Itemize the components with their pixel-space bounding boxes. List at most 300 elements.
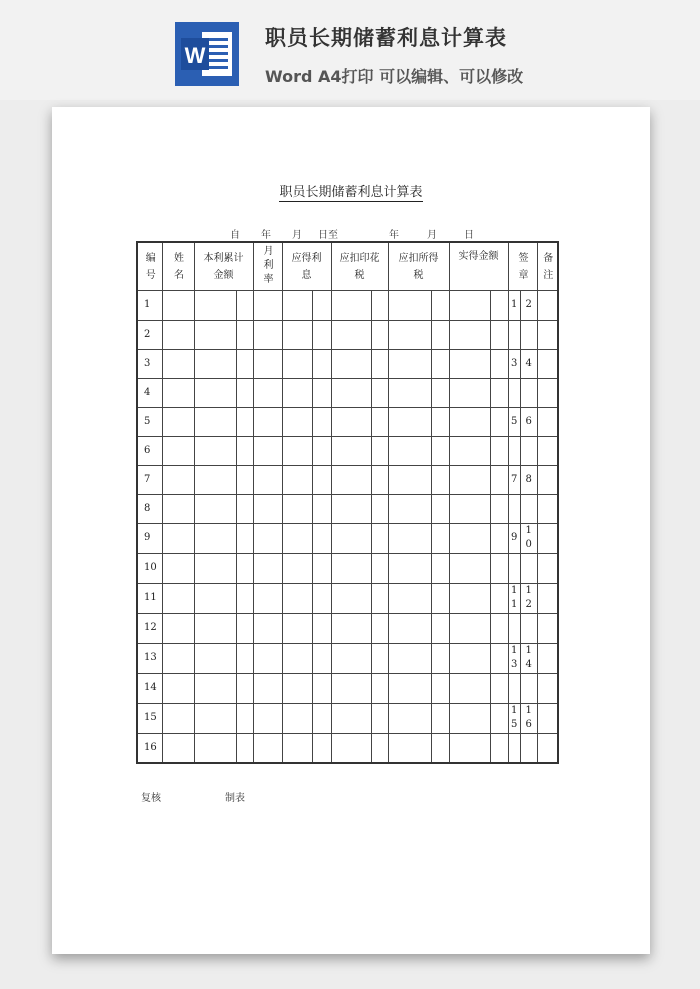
data-cell	[194, 436, 236, 465]
remarks-cell	[537, 320, 558, 349]
data-cell	[236, 465, 253, 494]
data-cell	[312, 436, 331, 465]
data-cell	[490, 378, 508, 407]
data-cell	[312, 407, 331, 436]
data-cell	[194, 673, 236, 703]
row-number: 7	[137, 465, 162, 494]
data-cell	[162, 553, 194, 583]
remarks-cell	[537, 494, 558, 523]
data-cell	[431, 643, 449, 673]
data-cell	[490, 523, 508, 553]
data-cell	[388, 290, 431, 320]
data-cell	[331, 523, 371, 553]
data-cell	[449, 320, 490, 349]
table-row	[137, 583, 558, 613]
data-cell	[282, 290, 312, 320]
table-row	[137, 523, 558, 553]
row-number: 1	[137, 290, 162, 320]
data-cell	[253, 733, 282, 763]
data-cell	[236, 643, 253, 673]
data-cell	[236, 407, 253, 436]
data-cell	[331, 733, 371, 763]
svg-text:W: W	[184, 43, 206, 68]
row-number: 4	[137, 378, 162, 407]
data-cell	[371, 613, 388, 643]
data-cell	[253, 320, 282, 349]
signature-cell-a	[508, 494, 520, 523]
data-cell	[490, 290, 508, 320]
data-cell	[331, 465, 371, 494]
signature-cell-b: 2	[520, 290, 537, 320]
signature-cell-a	[508, 378, 520, 407]
data-cell	[194, 407, 236, 436]
interest-table	[136, 241, 559, 764]
data-cell	[431, 494, 449, 523]
data-cell	[194, 523, 236, 553]
data-cell	[282, 465, 312, 494]
remarks-cell	[537, 436, 558, 465]
data-cell	[431, 378, 449, 407]
data-cell	[431, 407, 449, 436]
table-row	[137, 703, 558, 733]
header-name: 姓名	[162, 242, 194, 290]
data-cell	[194, 494, 236, 523]
data-cell	[253, 378, 282, 407]
data-cell	[253, 436, 282, 465]
signature-cell-a	[508, 733, 520, 763]
table-row	[137, 494, 558, 523]
document-title-text: 职员长期储蓄利息计算表	[279, 185, 423, 200]
data-cell	[253, 349, 282, 378]
data-cell	[331, 407, 371, 436]
data-cell	[431, 553, 449, 583]
table-row	[137, 290, 558, 320]
signature-cell-b	[520, 494, 537, 523]
data-cell	[194, 703, 236, 733]
data-cell	[312, 290, 331, 320]
data-cell	[490, 407, 508, 436]
data-cell	[371, 523, 388, 553]
data-cell	[236, 673, 253, 703]
data-cell	[388, 320, 431, 349]
data-cell	[490, 320, 508, 349]
data-cell	[312, 494, 331, 523]
signature-cell-b	[520, 378, 537, 407]
banner-title: 职员长期储蓄利息计算表	[265, 26, 507, 50]
data-cell	[431, 290, 449, 320]
signature-cell-b: 8	[520, 465, 537, 494]
data-cell	[282, 553, 312, 583]
row-number: 3	[137, 349, 162, 378]
data-cell	[312, 465, 331, 494]
data-cell	[490, 673, 508, 703]
data-cell	[431, 320, 449, 349]
data-cell	[449, 613, 490, 643]
data-cell	[162, 407, 194, 436]
data-cell	[253, 407, 282, 436]
data-cell	[331, 320, 371, 349]
data-cell	[371, 290, 388, 320]
signature-cell-b: 12	[520, 583, 537, 613]
data-cell	[388, 407, 431, 436]
signature-cell-a	[508, 613, 520, 643]
signature-cell-b: 10	[520, 523, 537, 553]
row-number: 9	[137, 523, 162, 553]
data-cell	[388, 553, 431, 583]
data-cell	[253, 613, 282, 643]
table-row	[137, 613, 558, 643]
data-cell	[162, 583, 194, 613]
row-number: 2	[137, 320, 162, 349]
data-cell	[162, 643, 194, 673]
data-cell	[388, 436, 431, 465]
date-to-label: 日至	[318, 230, 338, 241]
remarks-cell	[537, 673, 558, 703]
remarks-cell	[537, 643, 558, 673]
data-cell	[490, 436, 508, 465]
data-cell	[282, 523, 312, 553]
data-cell	[312, 673, 331, 703]
data-cell	[388, 613, 431, 643]
data-cell	[388, 583, 431, 613]
remarks-cell	[537, 583, 558, 613]
table-row	[137, 320, 558, 349]
table-row	[137, 436, 558, 465]
row-number: 8	[137, 494, 162, 523]
data-cell	[371, 320, 388, 349]
data-cell	[282, 613, 312, 643]
table-header-row	[137, 242, 558, 290]
data-cell	[431, 583, 449, 613]
data-cell	[162, 733, 194, 763]
data-cell	[388, 465, 431, 494]
row-number: 15	[137, 703, 162, 733]
data-cell	[490, 494, 508, 523]
data-cell	[431, 733, 449, 763]
data-cell	[331, 703, 371, 733]
data-cell	[282, 673, 312, 703]
data-cell	[194, 320, 236, 349]
header-principal: 本利累计金额	[194, 242, 253, 290]
table-row	[137, 378, 558, 407]
data-cell	[449, 643, 490, 673]
data-cell	[388, 733, 431, 763]
data-cell	[236, 703, 253, 733]
data-cell	[431, 673, 449, 703]
data-cell	[236, 523, 253, 553]
data-cell	[312, 613, 331, 643]
data-cell	[162, 494, 194, 523]
data-cell	[490, 703, 508, 733]
data-cell	[194, 553, 236, 583]
signature-cell-a: 9	[508, 523, 520, 553]
signature-cell-a: 11	[508, 583, 520, 613]
row-number: 13	[137, 643, 162, 673]
data-cell	[490, 733, 508, 763]
data-cell	[282, 349, 312, 378]
signature-cell-b	[520, 553, 537, 583]
data-cell	[253, 290, 282, 320]
data-cell	[449, 523, 490, 553]
data-cell	[371, 436, 388, 465]
data-cell	[388, 643, 431, 673]
data-cell	[371, 494, 388, 523]
data-cell	[194, 583, 236, 613]
data-cell	[282, 643, 312, 673]
data-cell	[449, 733, 490, 763]
data-cell	[162, 613, 194, 643]
remarks-cell	[537, 378, 558, 407]
remarks-cell	[537, 349, 558, 378]
data-cell	[236, 583, 253, 613]
document-title	[52, 181, 650, 200]
row-number: 16	[137, 733, 162, 763]
data-cell	[490, 643, 508, 673]
data-cell	[388, 673, 431, 703]
data-cell	[312, 523, 331, 553]
data-cell	[282, 378, 312, 407]
data-cell	[194, 465, 236, 494]
remarks-cell	[537, 733, 558, 763]
header-interest: 应得利息	[282, 242, 331, 290]
date-month-label: 月	[292, 230, 302, 241]
data-cell	[282, 320, 312, 349]
signature-cell-b	[520, 320, 537, 349]
remarks-cell	[537, 465, 558, 494]
remarks-cell	[537, 703, 558, 733]
data-cell	[331, 378, 371, 407]
signature-cell-b: 14	[520, 643, 537, 673]
data-cell	[253, 583, 282, 613]
data-cell	[194, 643, 236, 673]
header-number: 编号	[137, 242, 162, 290]
table-row	[137, 407, 558, 436]
signature-cell-b	[520, 733, 537, 763]
data-cell	[162, 320, 194, 349]
data-cell	[371, 733, 388, 763]
signature-cell-b	[520, 436, 537, 465]
data-cell	[162, 703, 194, 733]
data-cell	[194, 349, 236, 378]
data-cell	[253, 465, 282, 494]
document-page	[52, 107, 650, 954]
data-cell	[312, 553, 331, 583]
data-cell	[236, 290, 253, 320]
data-cell	[162, 290, 194, 320]
table-row	[137, 465, 558, 494]
data-cell	[253, 553, 282, 583]
remarks-cell	[537, 613, 558, 643]
row-number: 6	[137, 436, 162, 465]
data-cell	[282, 407, 312, 436]
signature-cell-b: 4	[520, 349, 537, 378]
data-cell	[371, 703, 388, 733]
data-cell	[312, 703, 331, 733]
header-stamp-tax: 应扣印花税	[331, 242, 388, 290]
row-number: 14	[137, 673, 162, 703]
signature-cell-b: 16	[520, 703, 537, 733]
data-cell	[371, 553, 388, 583]
data-cell	[282, 494, 312, 523]
data-cell	[162, 378, 194, 407]
remarks-cell	[537, 553, 558, 583]
data-cell	[449, 703, 490, 733]
data-cell	[194, 290, 236, 320]
data-cell	[371, 673, 388, 703]
data-cell	[449, 583, 490, 613]
data-cell	[236, 320, 253, 349]
header-remarks: 备注	[537, 242, 558, 290]
signature-cell-b	[520, 613, 537, 643]
row-number: 11	[137, 583, 162, 613]
signature-cell-a: 3	[508, 349, 520, 378]
word-icon	[175, 22, 239, 86]
data-cell	[490, 613, 508, 643]
data-cell	[371, 583, 388, 613]
data-cell	[371, 378, 388, 407]
remarks-cell	[537, 523, 558, 553]
data-cell	[194, 733, 236, 763]
data-cell	[449, 553, 490, 583]
data-cell	[312, 349, 331, 378]
data-cell	[490, 465, 508, 494]
row-number: 12	[137, 613, 162, 643]
data-cell	[431, 703, 449, 733]
signature-cell-a: 5	[508, 407, 520, 436]
data-cell	[236, 378, 253, 407]
signature-cell-a: 7	[508, 465, 520, 494]
data-cell	[449, 349, 490, 378]
signature-cell-a	[508, 436, 520, 465]
date-month-label-2: 月	[427, 230, 437, 241]
date-from-label: 自	[230, 230, 240, 241]
data-cell	[282, 703, 312, 733]
table-row	[137, 733, 558, 763]
data-cell	[431, 349, 449, 378]
data-cell	[162, 349, 194, 378]
prepared-label: 制表	[225, 793, 245, 804]
data-cell	[371, 643, 388, 673]
header-monthly-rate: 月利率	[253, 242, 282, 290]
row-number: 5	[137, 407, 162, 436]
data-cell	[282, 583, 312, 613]
data-cell	[431, 523, 449, 553]
data-cell	[253, 494, 282, 523]
data-cell	[253, 523, 282, 553]
data-cell	[312, 733, 331, 763]
data-cell	[449, 407, 490, 436]
data-cell	[388, 703, 431, 733]
table-row	[137, 349, 558, 378]
data-cell	[449, 465, 490, 494]
data-cell	[431, 613, 449, 643]
data-cell	[331, 583, 371, 613]
data-cell	[388, 349, 431, 378]
data-cell	[490, 553, 508, 583]
signature-cell-b	[520, 673, 537, 703]
data-cell	[253, 673, 282, 703]
data-cell	[331, 290, 371, 320]
signature-cell-a	[508, 673, 520, 703]
data-cell	[388, 494, 431, 523]
data-cell	[371, 349, 388, 378]
data-cell	[194, 613, 236, 643]
data-cell	[312, 643, 331, 673]
row-number: 10	[137, 553, 162, 583]
data-cell	[449, 436, 490, 465]
data-cell	[331, 436, 371, 465]
banner	[0, 0, 700, 100]
data-cell	[431, 436, 449, 465]
data-cell	[236, 613, 253, 643]
data-cell	[388, 378, 431, 407]
data-cell	[490, 583, 508, 613]
data-cell	[449, 494, 490, 523]
header-actual-amount: 实得金额	[449, 242, 508, 290]
data-cell	[282, 733, 312, 763]
banner-subtitle: Word A4打印 可以编辑、可以修改	[265, 67, 524, 86]
data-cell	[431, 465, 449, 494]
data-cell	[312, 583, 331, 613]
signature-cell-a	[508, 320, 520, 349]
data-cell	[162, 523, 194, 553]
data-cell	[449, 378, 490, 407]
data-cell	[236, 349, 253, 378]
table-row	[137, 673, 558, 703]
data-cell	[162, 436, 194, 465]
data-cell	[312, 320, 331, 349]
data-cell	[236, 494, 253, 523]
data-cell	[449, 673, 490, 703]
data-cell	[282, 436, 312, 465]
signature-cell-b: 6	[520, 407, 537, 436]
data-cell	[371, 465, 388, 494]
data-cell	[312, 378, 331, 407]
data-cell	[253, 643, 282, 673]
table-body	[137, 290, 558, 763]
remarks-cell	[537, 290, 558, 320]
data-cell	[331, 643, 371, 673]
table-row	[137, 553, 558, 583]
header-income-tax: 应扣所得税	[388, 242, 449, 290]
remarks-cell	[537, 407, 558, 436]
date-day-label-2: 日	[464, 230, 474, 241]
data-cell	[331, 494, 371, 523]
data-cell	[253, 703, 282, 733]
data-cell	[162, 465, 194, 494]
data-cell	[331, 349, 371, 378]
data-cell	[371, 407, 388, 436]
signature-cell-a	[508, 553, 520, 583]
data-cell	[236, 553, 253, 583]
signature-cell-a: 13	[508, 643, 520, 673]
date-year-label: 年	[261, 230, 271, 241]
data-cell	[388, 523, 431, 553]
data-cell	[331, 613, 371, 643]
data-cell	[236, 436, 253, 465]
data-cell	[162, 673, 194, 703]
table-row	[137, 643, 558, 673]
review-label: 复核	[141, 793, 161, 804]
data-cell	[449, 290, 490, 320]
signature-cell-a: 15	[508, 703, 520, 733]
data-cell	[331, 673, 371, 703]
signature-cell-a: 1	[508, 290, 520, 320]
data-cell	[194, 378, 236, 407]
header-signature: 签章	[508, 242, 537, 290]
data-cell	[490, 349, 508, 378]
date-year-label-2: 年	[389, 230, 399, 241]
